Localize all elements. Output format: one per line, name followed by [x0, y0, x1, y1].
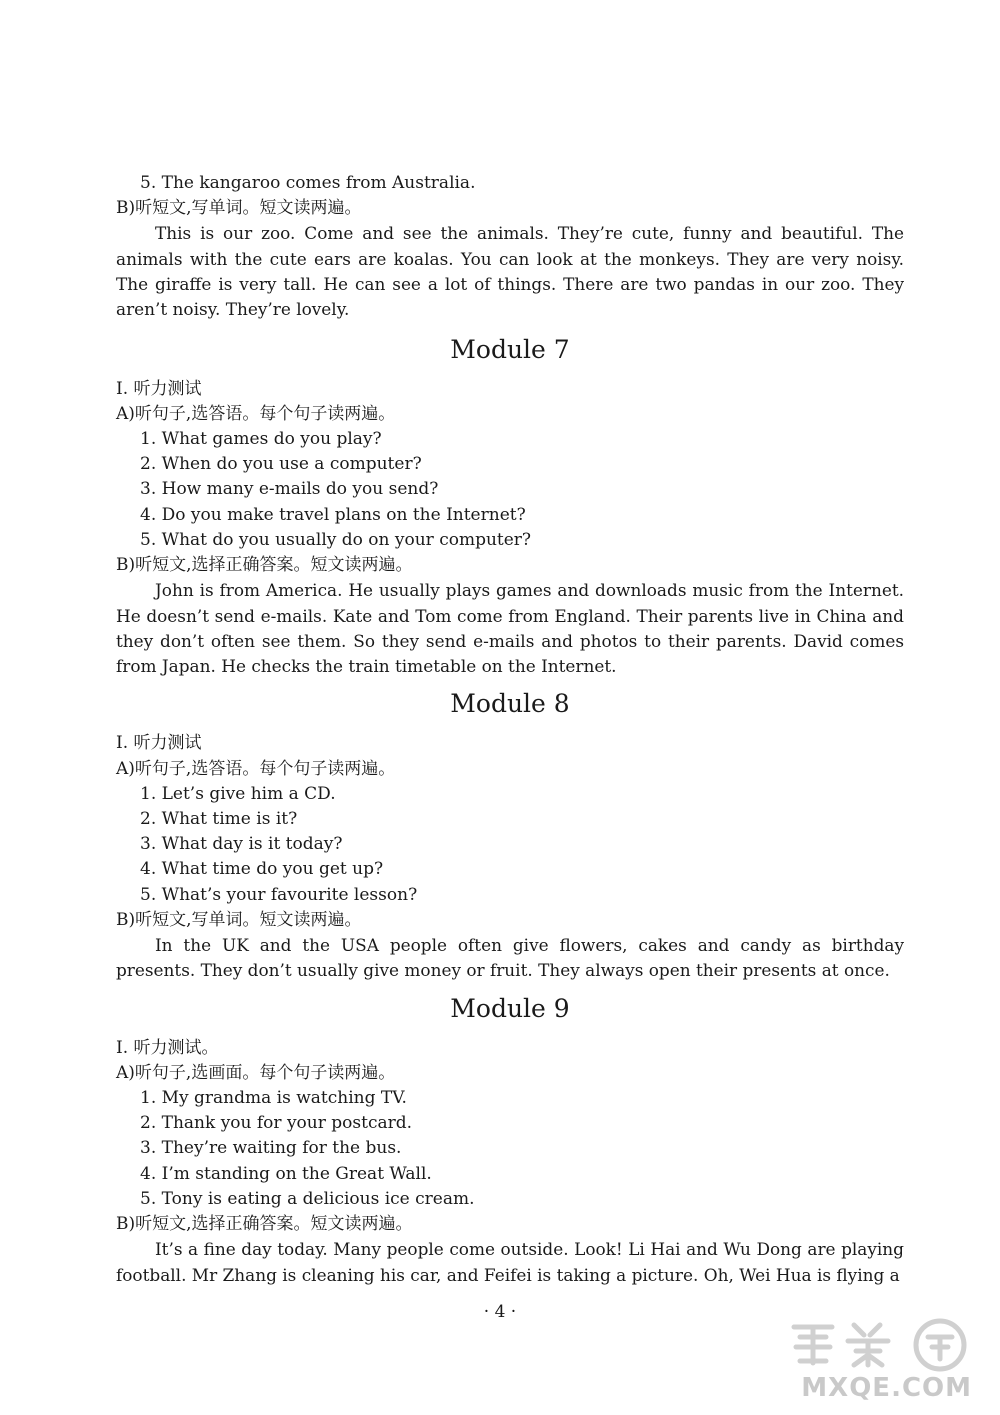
module-7-heading-b: B)听短文,选择正确答案。短文读两遍。 [116, 555, 413, 576]
list-item: 1. My grandma is watching TV. [140, 1088, 407, 1109]
module-7-section: Ⅰ. 听力测试 [116, 378, 202, 399]
module-7-heading-a: A)听句子,选答语。每个句子读两遍。 [116, 403, 396, 424]
module-9-title: Module 9 [450, 993, 570, 1023]
list-item: 2. Thank you for your postcard. [140, 1113, 413, 1134]
list-item: 1. What games do you play? [140, 429, 382, 449]
module-8-passage: In the UK and the USA people often give flowers, cakes and candy as birthday presents. They don’t usually give money or fruit. They always open their presents at once. [116, 935, 904, 981]
list-item: 3. They’re waiting for the bus. [140, 1138, 402, 1159]
module-8-heading-a: A)听句子,选答语。每个句子读两遍。 [116, 758, 396, 779]
list-item: 1. Let’s give him a CD. [140, 783, 336, 804]
page-content [116, 171, 904, 1288]
watermark-logo-icon [782, 1313, 972, 1373]
page-number: · 4 · [483, 1302, 517, 1322]
module-7-title: Module 7 [450, 334, 570, 364]
module-8-title: Module 8 [450, 689, 570, 719]
module-7-passage: John is from America. He usually plays games and downloads music from the Internet. He doesn’t send e-mails. Kate and Tom come from England. Their parents live in China and they don’t often see them. So they send e-mails and photos to their parents. David comes from Japan. He checks the train timetable on the Internet. [116, 580, 904, 677]
list-item: 4. I’m standing on the Great Wall. [140, 1163, 432, 1184]
watermark [782, 1313, 972, 1403]
module-8-section: Ⅰ. 听力测试 [116, 733, 202, 754]
module-9-passage: It’s a fine day today. Many people come outside. Look! Li Hai and Wu Dong are playing football. Mr Zhang is cleaning his car, and Feifei is taking a picture. Oh, Wei Hua is flying a [116, 1239, 904, 1285]
list-item: 5. Tony is eating a delicious ice cream. [140, 1188, 475, 1209]
zoo-item-5: 5. The kangaroo comes from Australia. [140, 173, 476, 193]
list-item: 4. Do you make travel plans on the Internet? [140, 504, 526, 525]
module-9-heading-a: A)听句子,选画面。每个句子读两遍。 [116, 1062, 396, 1083]
watermark-url: MXQE.COM [801, 1373, 972, 1403]
module-9-heading-b: B)听短文,选择正确答案。短文读两遍。 [116, 1214, 413, 1235]
zoo-heading-b: B)听短文,写单词。短文读两遍。 [116, 198, 362, 219]
list-item: 5. What’s your favourite lesson? [140, 884, 418, 905]
zoo-passage: This is our zoo. Come and see the animals. They’re cute, funny and beautiful. The animals with the cute ears are koalas. You can look at the monkeys. They are very noisy. The giraffe is very tall. He can see a lot of things. There are two pandas in our zoo. They aren’t noisy. They’re lovely. [116, 223, 904, 320]
list-item: 2. When do you use a computer? [140, 454, 422, 475]
module-8-heading-b: B)听短文,写单词。短文读两遍。 [116, 909, 362, 930]
list-item: 3. What day is it today? [140, 834, 343, 855]
module-9-section: Ⅰ. 听力测试。 [116, 1037, 219, 1058]
list-item: 3. How many e-mails do you send? [140, 479, 439, 500]
list-item: 4. What time do you get up? [140, 859, 384, 880]
list-item: 2. What time is it? [140, 809, 298, 830]
watermark-logo [782, 1313, 972, 1373]
list-item: 5. What do you usually do on your computer? [140, 529, 532, 550]
